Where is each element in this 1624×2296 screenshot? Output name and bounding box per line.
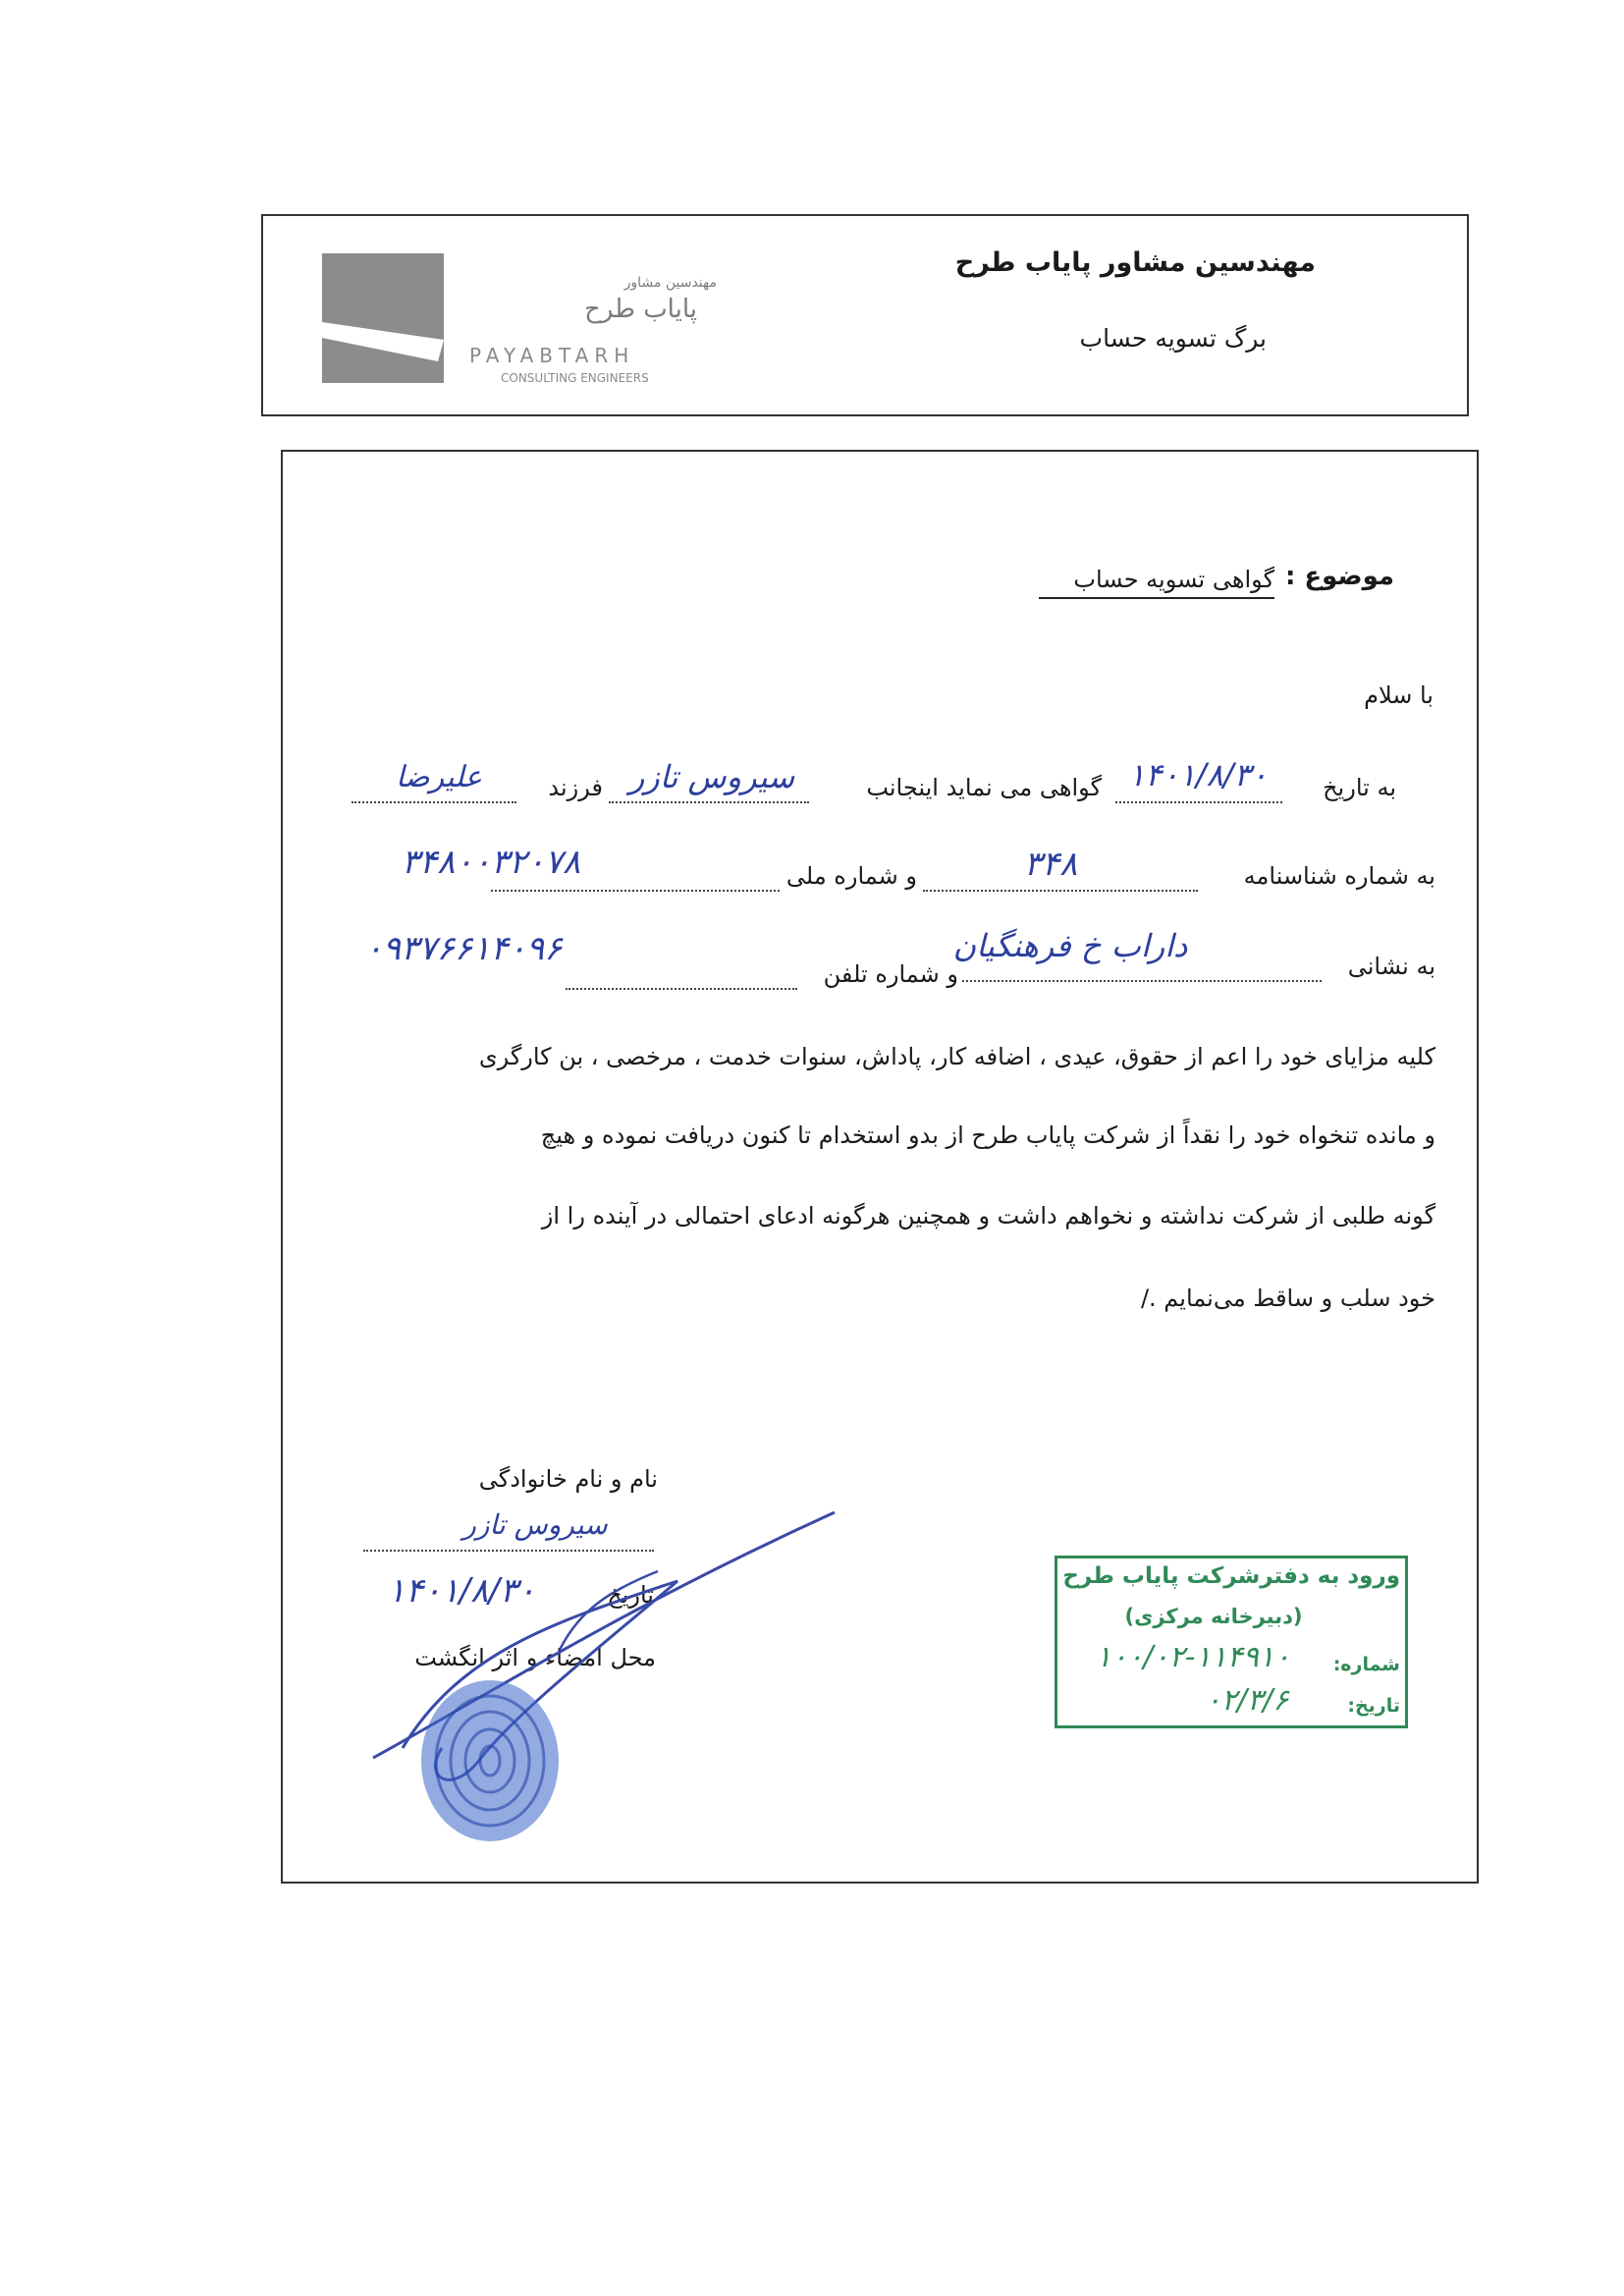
body-line-4: خود سلب و ساقط می‌نمایم ./ bbox=[1140, 1285, 1435, 1312]
body-line-3: گونه طلبی از شرکت نداشته و نخواهم داشت و همچنین هرگونه ادعای احتمالی در آینده را از bbox=[541, 1202, 1435, 1230]
stamp-number-value: ۱۰۰/۰۲-۱۱۴۹۱۰ bbox=[1095, 1640, 1291, 1674]
name-handwritten: سیروس تازر bbox=[628, 758, 795, 795]
form-title: برگ تسویه حساب bbox=[1079, 324, 1267, 353]
logo-mark bbox=[322, 253, 444, 383]
logo-latin-name: PAYABTARH bbox=[469, 344, 635, 367]
logo-persian-name: پایاب طرح bbox=[584, 295, 697, 324]
subject-label: موضوع : bbox=[1284, 562, 1394, 591]
stamp-date-label: تاریخ: bbox=[1347, 1695, 1400, 1717]
sig-date-handwritten: ۱۴۰۱/۸/۳۰ bbox=[387, 1571, 536, 1611]
id-number-label: به شماره شناسنامه bbox=[1243, 862, 1435, 890]
body-line-2: و مانده تنخواه خود را نقداً از شرکت پایاب طرح از بدو استخدام تا کنون دریافت نموده و هیچ bbox=[540, 1121, 1435, 1149]
name-dotline bbox=[609, 801, 809, 803]
subject-value: گواهی تسویه حساب bbox=[1039, 566, 1274, 599]
logo-latin-sub: CONSULTING ENGINEERS bbox=[501, 371, 649, 385]
certify-text: گواهی می نماید اینجانب bbox=[866, 774, 1102, 801]
national-id-label: و شماره ملی bbox=[785, 862, 917, 890]
address-label: به نشانی bbox=[1347, 953, 1435, 980]
logo-persian-small: مهندسین مشاور bbox=[623, 275, 717, 291]
phone-label: و شماره تلفن bbox=[823, 960, 958, 988]
national-id-handwritten: ۳۴۸۰۰۳۲۰۷۸ bbox=[401, 843, 581, 882]
stamp-number-label: شماره: bbox=[1332, 1654, 1400, 1675]
phone-dotline bbox=[566, 988, 797, 990]
stamp-date-value: ۰۲/۳/۶ bbox=[1205, 1683, 1289, 1718]
date-handwritten: ۱۴۰۱/۸/۳۰ bbox=[1128, 756, 1268, 793]
logo-stripe-icon bbox=[322, 253, 444, 383]
body-line-1: کلیه مزایای خود را اعم از حقوق، عیدی ، اضافه کار، پاداش، سنوات خدمت ، مرخصی ، بن کارگری bbox=[478, 1043, 1435, 1070]
date-dotline bbox=[1115, 801, 1282, 803]
org-title: مهندسین مشاور پایاب طرح bbox=[954, 247, 1316, 278]
father-dotline bbox=[352, 801, 516, 803]
national-id-dotline bbox=[491, 890, 780, 892]
sig-name-label: نام و نام خانوادگی bbox=[478, 1465, 658, 1493]
child-of-label: فرزند bbox=[548, 774, 603, 801]
sig-date-label: تاریخ bbox=[607, 1581, 654, 1609]
address-handwritten: داراب خ فرهنگیان bbox=[952, 927, 1188, 964]
sig-place-label: محل امضاء و اثر انگشت bbox=[414, 1644, 656, 1671]
phone-handwritten: ۰۹۳۷۶۶۱۴۰۹۶ bbox=[364, 929, 563, 968]
stamp-line2: (دبیرخانه مرکزی) bbox=[1124, 1605, 1303, 1628]
date-label: به تاریخ bbox=[1323, 774, 1396, 801]
fingerprint-icon bbox=[416, 1677, 564, 1844]
father-handwritten: علیرضا bbox=[395, 760, 483, 794]
id-number-dotline bbox=[923, 890, 1198, 892]
id-number-handwritten: ۳۴۸ bbox=[1023, 845, 1078, 884]
address-dotline bbox=[962, 980, 1322, 982]
sig-name-handwritten: سیروس تازر bbox=[462, 1508, 608, 1541]
stamp-line1: ورود به دفترشرکت پایاب طرح bbox=[1062, 1563, 1400, 1589]
greeting: با سلام bbox=[1364, 682, 1434, 709]
